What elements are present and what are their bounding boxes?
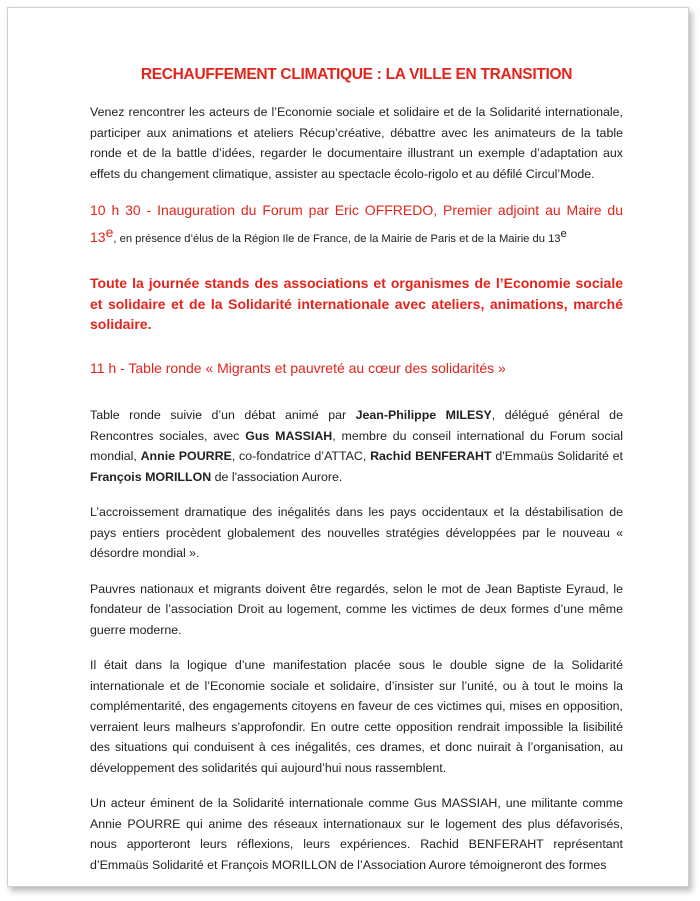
roundtable-text-1: Table ronde suivie d’un débat animé par	[90, 408, 356, 423]
inauguration-detail: , en présence d’élus de la Région Ile de France, de la Mairie de Paris et de la Mairie du 13	[113, 232, 561, 245]
roundtable-text-6: de l'association Aurore.	[211, 469, 343, 484]
roundtable-paragraph	[90, 405, 623, 487]
roundtable-text-5: d'Emmaüs Solidarité et	[491, 449, 624, 464]
logic-paragraph: Il était dans la logique d’une manifestation placée sous le double signe de la Solidarité internationale et de l’Economie sociale et solidaire, d’insister sur l’unité, ou à tout le moins la complémentarité, des engagements citoyens en faveur de ces victimes qui, mises en opposition, verraient leurs malheurs s’approfondir. En outre cette opposition rendrait impossible la lisibilité des situations qui conduisent à ces inégalités, ces drames, et donc nuirait à l’organisation, au développement des solidarités qui aujourd’hui nous rassemblent.	[90, 658, 623, 775]
document-content	[90, 66, 623, 875]
roundtable-name-5: François MORILLON	[90, 469, 212, 484]
actors-paragraph: Un acteur éminent de la Solidarité internationale comme Gus MASSIAH, une militante comme Annie POURRE qui anime des réseaux internationaux sur le logement des plus défavorisés, nous apporteront leurs réflexions, leurs expériences. Rachid BENFERAHT représentant d’Emmaüs Solidarité et François MORILLON de l’Association Aurore témoigneront des formes	[90, 796, 623, 872]
inauguration-heading-sup: e	[105, 223, 114, 240]
roundtable-name-1: Jean-Philippe MILESY	[355, 408, 492, 423]
stands-paragraph: Toute la journée stands des associations et organismes de l’Economie sociale et solidaire et de la Solidarité internationale avec ateliers, animations, marché solidaire.	[90, 275, 623, 333]
inauguration-paragraph	[90, 200, 623, 249]
intro-paragraph: Venez rencontrer les acteurs de l’Economie sociale et solidaire et de la Solidarité internationale, participer aux animations et ateliers Récup’créative, débattre avec les animateurs de la table ronde et de la battle d’idées, regarder le documentaire illustrant un exemple d’adaptation aux effets du changement climatique, assister au spectacle écolo-rigolo et au défilé Circul’Mode.	[90, 105, 623, 181]
roundtable-heading: 11 h - Table ronde « Migrants et pauvreté au cœur des solidarités »	[90, 359, 506, 376]
roundtable-text-2: , délégué général de Rencontres sociales, avec	[90, 408, 623, 443]
roundtable-text-3: , membre du conseil international du Forum social mondial,	[90, 428, 623, 464]
roundtable-text-4: , co-fondatrice d’ATTAC,	[231, 449, 371, 464]
inequalities-paragraph: L’accroissement dramatique des inégalités dans les pays occidentaux et la déstabilisation de pays entiers procèdent globalement des nouvelles stratégies développées par le nouveau « désordre mondial ».	[90, 505, 623, 561]
inauguration-heading: 10 h 30 - Inauguration du Forum par Eric OFFREDO, Premier adjoint au Maire du 13	[90, 202, 623, 245]
roundtable-name-3: Annie POURRE	[140, 449, 232, 464]
inauguration-detail-sup: e	[560, 227, 567, 240]
document-page	[7, 7, 689, 887]
page-title: RECHAUFFEMENT CLIMATIQUE : LA VILLE EN TRANSITION	[140, 66, 573, 83]
roundtable-name-4: Rachid BENFERAHT	[370, 449, 492, 464]
poverty-paragraph: Pauvres nationaux et migrants doivent être regardés, selon le mot de Jean Baptiste Eyraud, le fondateur de l’association Droit au logement, comme les victimes de deux formes d’une même guerre moderne.	[90, 581, 623, 637]
roundtable-name-2: Gus MASSIAH	[245, 428, 333, 443]
